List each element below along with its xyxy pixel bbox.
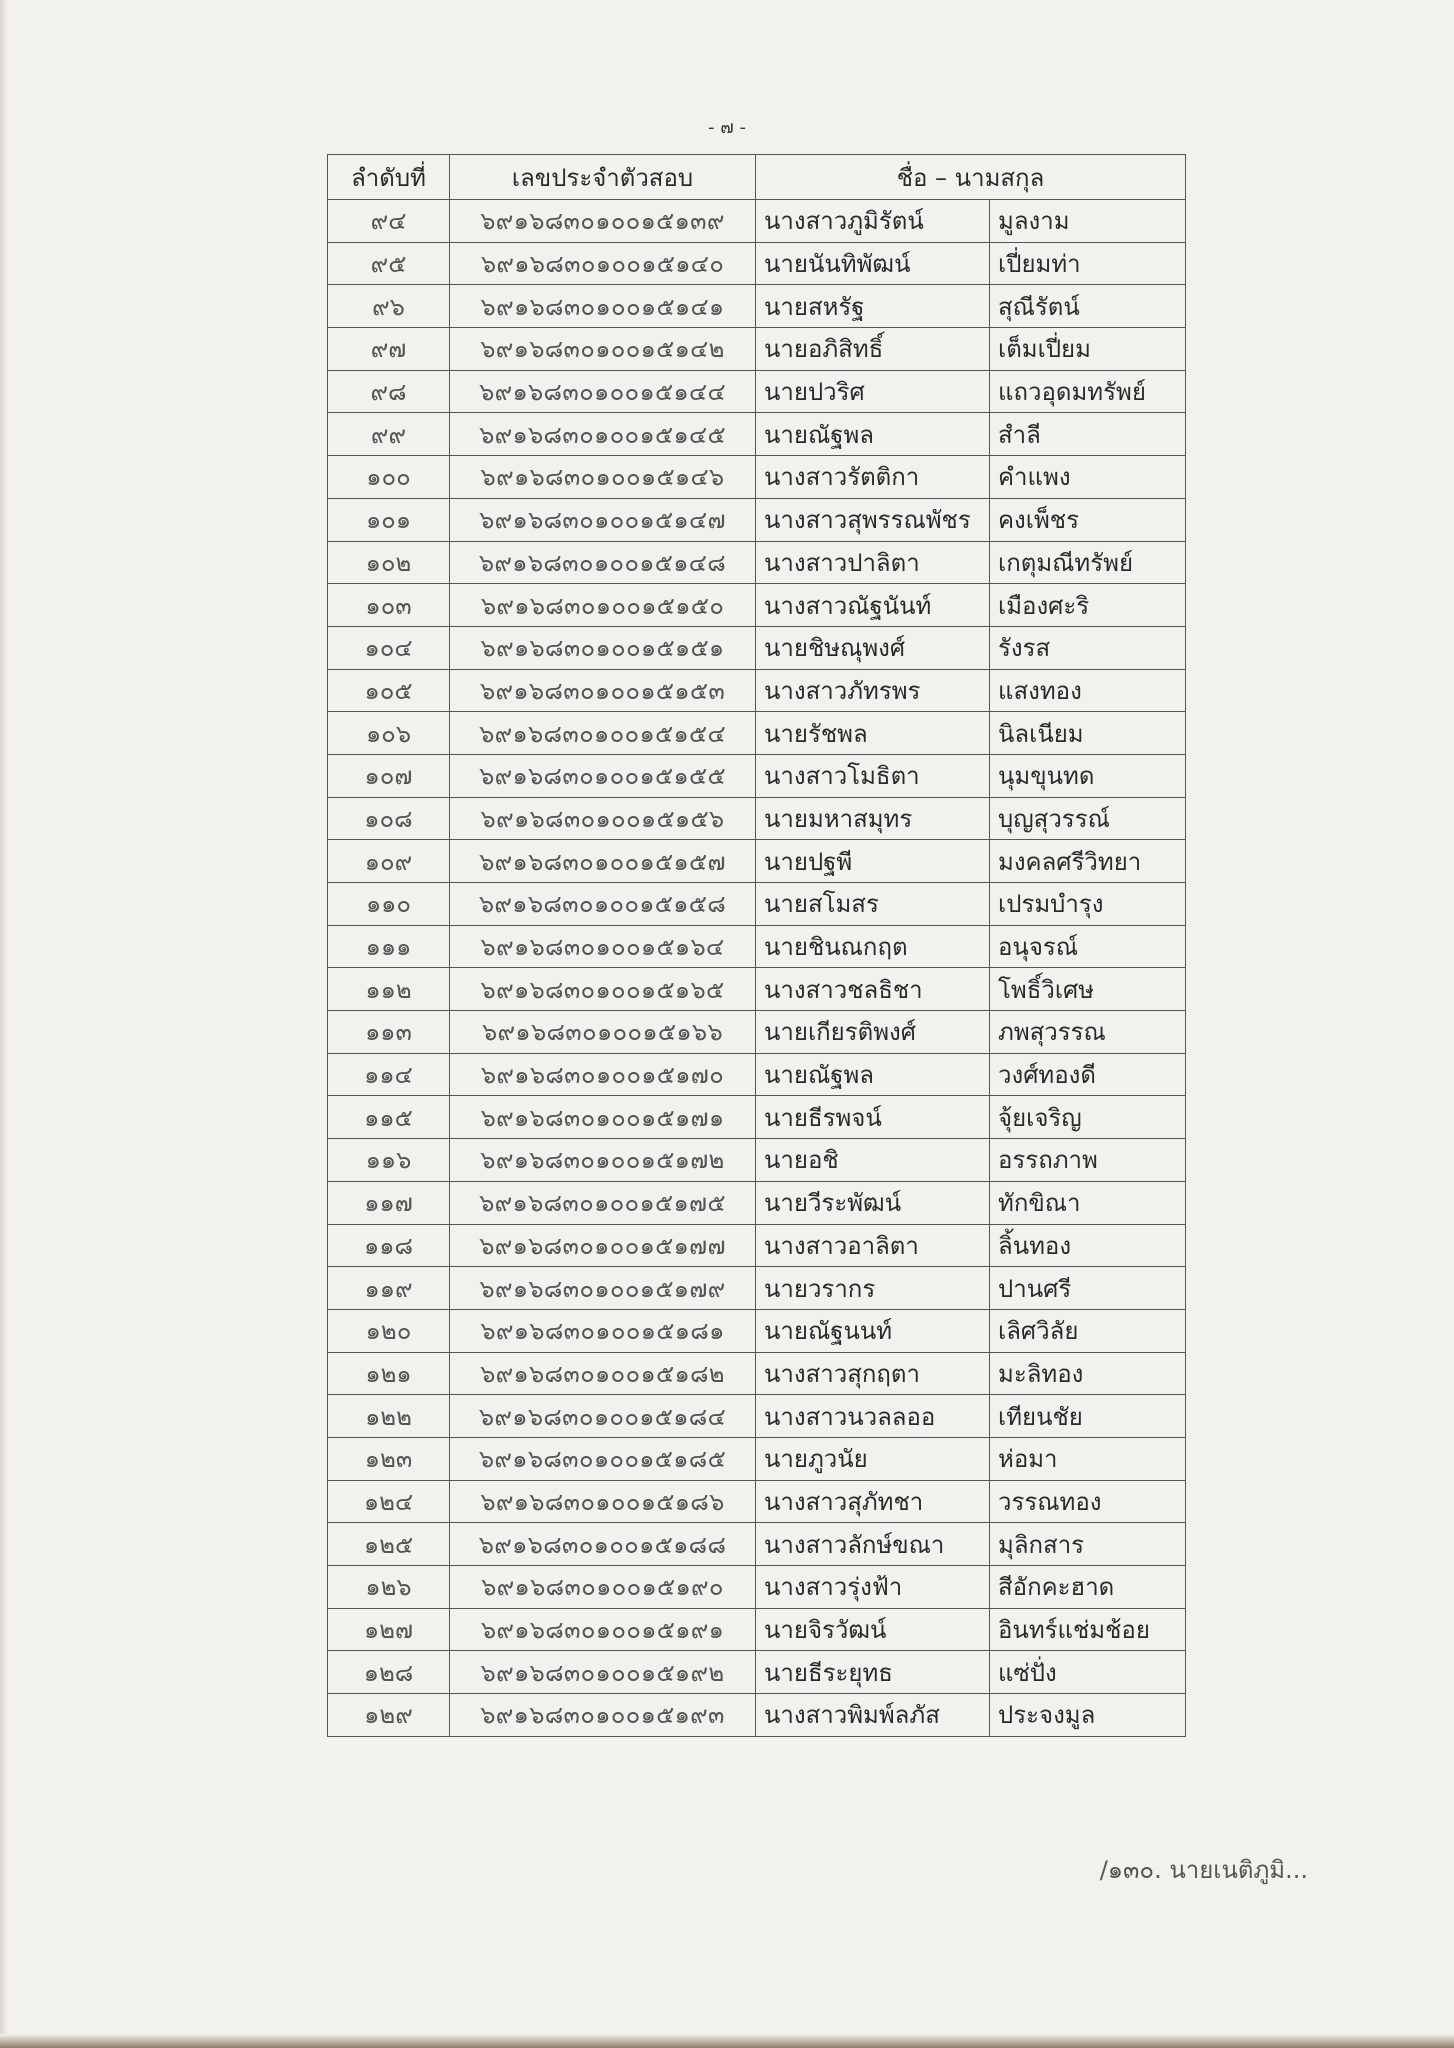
cell-first-name: นางสาวโมธิตา bbox=[756, 754, 990, 797]
cell-first-name: นางสาวสุพรรณพัชร bbox=[756, 498, 990, 541]
cell-exam-id: ๖๙๑๖๘๓๐๑๐๐๑๕๑๗๙ bbox=[450, 1267, 756, 1310]
cell-last-name: นุมขุนทด bbox=[990, 754, 1186, 797]
cell-exam-id: ๖๙๑๖๘๓๐๑๐๐๑๕๑๕๖ bbox=[450, 797, 756, 840]
cell-last-name: วงศ์ทองดี bbox=[990, 1053, 1186, 1096]
cell-seq: ๑๑๙ bbox=[328, 1267, 450, 1310]
cell-seq: ๑๑๒ bbox=[328, 968, 450, 1011]
cell-last-name: มูลงาม bbox=[990, 200, 1186, 243]
cell-first-name: นายวรากร bbox=[756, 1267, 990, 1310]
cell-first-name: นายภูวนัย bbox=[756, 1437, 990, 1480]
cell-last-name: วรรณทอง bbox=[990, 1480, 1186, 1523]
cell-exam-id: ๖๙๑๖๘๓๐๑๐๐๑๕๑๔๔ bbox=[450, 370, 756, 413]
cell-last-name: แถวอุดมทรัพย์ bbox=[990, 370, 1186, 413]
cell-last-name: มะลิทอง bbox=[990, 1352, 1186, 1395]
cell-seq: ๑๐๐ bbox=[328, 456, 450, 499]
cell-exam-id: ๖๙๑๖๘๓๐๑๐๐๑๕๑๙๑ bbox=[450, 1608, 756, 1651]
cell-first-name: นายมหาสมุทร bbox=[756, 797, 990, 840]
table-row bbox=[328, 1181, 1186, 1224]
table-row bbox=[328, 968, 1186, 1011]
cell-first-name: นายจิรวัฒน์ bbox=[756, 1608, 990, 1651]
cell-seq: ๑๐๗ bbox=[328, 754, 450, 797]
table-row bbox=[328, 712, 1186, 755]
cell-seq: ๙๔ bbox=[328, 200, 450, 243]
cell-seq: ๑๐๒ bbox=[328, 541, 450, 584]
cell-last-name: อินทร์แช่มช้อย bbox=[990, 1608, 1186, 1651]
table-row bbox=[328, 626, 1186, 669]
table-row bbox=[328, 925, 1186, 968]
table-row bbox=[328, 370, 1186, 413]
cell-first-name: นางสาวสุภัทชา bbox=[756, 1480, 990, 1523]
cell-first-name: นายนันทิพัฒน์ bbox=[756, 242, 990, 285]
cell-first-name: นายณัฐพล bbox=[756, 413, 990, 456]
cell-seq: ๙๕ bbox=[328, 242, 450, 285]
cell-exam-id: ๖๙๑๖๘๓๐๑๐๐๑๕๑๔๗ bbox=[450, 498, 756, 541]
cell-exam-id: ๖๙๑๖๘๓๐๑๐๐๑๕๑๘๘ bbox=[450, 1523, 756, 1566]
cell-last-name: นิลเนียม bbox=[990, 712, 1186, 755]
table-row bbox=[328, 754, 1186, 797]
cell-seq: ๑๒๕ bbox=[328, 1523, 450, 1566]
cell-last-name: จุ้ยเจริญ bbox=[990, 1096, 1186, 1139]
cell-last-name: สีอักคะฮาด bbox=[990, 1566, 1186, 1609]
cell-exam-id: ๖๙๑๖๘๓๐๑๐๐๑๕๑๗๗ bbox=[450, 1224, 756, 1267]
cell-first-name: นางสาวณัฐนันท์ bbox=[756, 584, 990, 627]
table-row bbox=[328, 285, 1186, 328]
cell-seq: ๙๘ bbox=[328, 370, 450, 413]
cell-first-name: นายอชิ bbox=[756, 1139, 990, 1182]
table-row bbox=[328, 1309, 1186, 1352]
cell-seq: ๑๑๘ bbox=[328, 1224, 450, 1267]
cell-last-name: ภพสุวรรณ bbox=[990, 1011, 1186, 1054]
cell-first-name: นายธีระยุทธ bbox=[756, 1651, 990, 1694]
cell-exam-id: ๖๙๑๖๘๓๐๑๐๐๑๕๑๕๘ bbox=[450, 883, 756, 926]
cell-seq: ๑๒๘ bbox=[328, 1651, 450, 1694]
cell-exam-id: ๖๙๑๖๘๓๐๑๐๐๑๕๑๘๑ bbox=[450, 1309, 756, 1352]
cell-seq: ๑๐๑ bbox=[328, 498, 450, 541]
cell-first-name: นายเกียรติพงศ์ bbox=[756, 1011, 990, 1054]
table-row bbox=[328, 456, 1186, 499]
table-row bbox=[328, 1011, 1186, 1054]
header-seq: ลำดับที่ bbox=[328, 155, 450, 200]
cell-seq: ๑๑๐ bbox=[328, 883, 450, 926]
table-row bbox=[328, 242, 1186, 285]
cell-last-name: แสงทอง bbox=[990, 669, 1186, 712]
page-edge-shadow bbox=[0, 0, 8, 2048]
cell-first-name: นายณัฐนนท์ bbox=[756, 1309, 990, 1352]
header-exam-id: เลขประจำตัวสอบ bbox=[450, 155, 756, 200]
cell-first-name: นางสาวลักษ์ขณา bbox=[756, 1523, 990, 1566]
cell-first-name: นายรัชพล bbox=[756, 712, 990, 755]
cell-seq: ๙๙ bbox=[328, 413, 450, 456]
cell-first-name: นางสาวนวลลออ bbox=[756, 1395, 990, 1438]
table-row bbox=[328, 328, 1186, 371]
cell-seq: ๑๒๒ bbox=[328, 1395, 450, 1438]
cell-seq: ๑๒๓ bbox=[328, 1437, 450, 1480]
cell-last-name: เลิศวิลัย bbox=[990, 1309, 1186, 1352]
cell-last-name: สุณีรัตน์ bbox=[990, 285, 1186, 328]
cell-seq: ๙๖ bbox=[328, 285, 450, 328]
cell-exam-id: ๖๙๑๖๘๓๐๑๐๐๑๕๑๔๐ bbox=[450, 242, 756, 285]
cell-exam-id: ๖๙๑๖๘๓๐๑๐๐๑๕๑๗๑ bbox=[450, 1096, 756, 1139]
cell-exam-id: ๖๙๑๖๘๓๐๑๐๐๑๕๑๙๐ bbox=[450, 1566, 756, 1609]
cell-exam-id: ๖๙๑๖๘๓๐๑๐๐๑๕๑๙๓ bbox=[450, 1694, 756, 1737]
cell-last-name: คงเพ็ชร bbox=[990, 498, 1186, 541]
cell-exam-id: ๖๙๑๖๘๓๐๑๐๐๑๕๑๔๖ bbox=[450, 456, 756, 499]
cell-last-name: มุลิกสาร bbox=[990, 1523, 1186, 1566]
cell-seq: ๑๑๕ bbox=[328, 1096, 450, 1139]
table-row bbox=[328, 669, 1186, 712]
candidate-table bbox=[327, 154, 1186, 1737]
cell-first-name: นายณัฐพล bbox=[756, 1053, 990, 1096]
table-row bbox=[328, 1437, 1186, 1480]
table-row bbox=[328, 584, 1186, 627]
cell-exam-id: ๖๙๑๖๘๓๐๑๐๐๑๕๑๙๒ bbox=[450, 1651, 756, 1694]
cell-seq: ๑๒๗ bbox=[328, 1608, 450, 1651]
cell-exam-id: ๖๙๑๖๘๓๐๑๐๐๑๕๑๕๕ bbox=[450, 754, 756, 797]
table-row bbox=[328, 1480, 1186, 1523]
cell-exam-id: ๖๙๑๖๘๓๐๑๐๐๑๕๑๘๕ bbox=[450, 1437, 756, 1480]
cell-seq: ๑๐๔ bbox=[328, 626, 450, 669]
cell-exam-id: ๖๙๑๖๘๓๐๑๐๐๑๕๑๓๙ bbox=[450, 200, 756, 243]
table-row bbox=[328, 1395, 1186, 1438]
cell-first-name: นายปวริศ bbox=[756, 370, 990, 413]
cell-last-name: เกตุมณีทรัพย์ bbox=[990, 541, 1186, 584]
cell-seq: ๑๒๖ bbox=[328, 1566, 450, 1609]
cell-seq: ๑๐๖ bbox=[328, 712, 450, 755]
cell-exam-id: ๖๙๑๖๘๓๐๑๐๐๑๕๑๗๒ bbox=[450, 1139, 756, 1182]
table-row bbox=[328, 1694, 1186, 1737]
cell-seq: ๑๐๕ bbox=[328, 669, 450, 712]
cell-first-name: นางสาวสุกฤตา bbox=[756, 1352, 990, 1395]
cell-last-name: เปี่ยมท่า bbox=[990, 242, 1186, 285]
cell-last-name: ประจงมูล bbox=[990, 1694, 1186, 1737]
cell-first-name: นางสาวชลธิชา bbox=[756, 968, 990, 1011]
cell-seq: ๑๑๗ bbox=[328, 1181, 450, 1224]
cell-first-name: นายสโมสร bbox=[756, 883, 990, 926]
table-row bbox=[328, 498, 1186, 541]
cell-first-name: นางสาวพิมพ์ลภัส bbox=[756, 1694, 990, 1737]
table-header-row bbox=[328, 155, 1186, 200]
cell-seq: ๑๒๙ bbox=[328, 1694, 450, 1737]
cell-seq: ๑๒๐ bbox=[328, 1309, 450, 1352]
table-row bbox=[328, 1566, 1186, 1609]
cell-first-name: นางสาวอาลิตา bbox=[756, 1224, 990, 1267]
table-row bbox=[328, 1053, 1186, 1096]
cell-exam-id: ๖๙๑๖๘๓๐๑๐๐๑๕๑๔๘ bbox=[450, 541, 756, 584]
cell-seq: ๑๐๓ bbox=[328, 584, 450, 627]
cell-first-name: นางสาวรุ่งฟ้า bbox=[756, 1566, 990, 1609]
table-row bbox=[328, 1224, 1186, 1267]
cell-exam-id: ๖๙๑๖๘๓๐๑๐๐๑๕๑๔๑ bbox=[450, 285, 756, 328]
cell-seq: ๙๗ bbox=[328, 328, 450, 371]
cell-seq: ๑๐๘ bbox=[328, 797, 450, 840]
cell-exam-id: ๖๙๑๖๘๓๐๑๐๐๑๕๑๕๑ bbox=[450, 626, 756, 669]
table-row bbox=[328, 200, 1186, 243]
table-row bbox=[328, 840, 1186, 883]
header-name: ชื่อ – นามสกุล bbox=[756, 155, 1186, 200]
table-row bbox=[328, 1651, 1186, 1694]
cell-first-name: นายสหรัฐ bbox=[756, 285, 990, 328]
table-row bbox=[328, 1139, 1186, 1182]
cell-exam-id: ๖๙๑๖๘๓๐๑๐๐๑๕๑๘๖ bbox=[450, 1480, 756, 1523]
cell-exam-id: ๖๙๑๖๘๓๐๑๐๐๑๕๑๕๓ bbox=[450, 669, 756, 712]
table-row bbox=[328, 1096, 1186, 1139]
cell-last-name: ลิ้นทอง bbox=[990, 1224, 1186, 1267]
cell-last-name: แซ่ปั่ง bbox=[990, 1651, 1186, 1694]
cell-first-name: นายวีระพัฒน์ bbox=[756, 1181, 990, 1224]
cell-first-name: นางสาวภูมิรัตน์ bbox=[756, 200, 990, 243]
table-row bbox=[328, 1352, 1186, 1395]
cell-first-name: นางสาวรัตติกา bbox=[756, 456, 990, 499]
cell-exam-id: ๖๙๑๖๘๓๐๑๐๐๑๕๑๕๗ bbox=[450, 840, 756, 883]
cell-first-name: นายปฐพี bbox=[756, 840, 990, 883]
cell-exam-id: ๖๙๑๖๘๓๐๑๐๐๑๕๑๘๒ bbox=[450, 1352, 756, 1395]
page-number: - ๗ - bbox=[708, 117, 746, 138]
cell-seq: ๑๒๑ bbox=[328, 1352, 450, 1395]
cell-first-name: นายอภิสิทธิ์ bbox=[756, 328, 990, 371]
cell-first-name: นางสาวปาลิตา bbox=[756, 541, 990, 584]
cell-seq: ๑๑๔ bbox=[328, 1053, 450, 1096]
cell-first-name: นายชินณกฤต bbox=[756, 925, 990, 968]
cell-last-name: คำแพง bbox=[990, 456, 1186, 499]
cell-last-name: โพธิ์วิเศษ bbox=[990, 968, 1186, 1011]
table-row bbox=[328, 1267, 1186, 1310]
cell-last-name: เต็มเปี่ยม bbox=[990, 328, 1186, 371]
cell-exam-id: ๖๙๑๖๘๓๐๑๐๐๑๕๑๖๖ bbox=[450, 1011, 756, 1054]
cell-last-name: เปรมบำรุง bbox=[990, 883, 1186, 926]
cell-first-name: นายชิษณุพงศ์ bbox=[756, 626, 990, 669]
cell-last-name: เทียนชัย bbox=[990, 1395, 1186, 1438]
cell-exam-id: ๖๙๑๖๘๓๐๑๐๐๑๕๑๕๔ bbox=[450, 712, 756, 755]
cell-last-name: บุญสุวรรณ์ bbox=[990, 797, 1186, 840]
cell-last-name: อนุจรณ์ bbox=[990, 925, 1186, 968]
table-row bbox=[328, 413, 1186, 456]
cell-last-name: เมืองศะริ bbox=[990, 584, 1186, 627]
cell-exam-id: ๖๙๑๖๘๓๐๑๐๐๑๕๑๖๔ bbox=[450, 925, 756, 968]
cell-seq: ๑๑๑ bbox=[328, 925, 450, 968]
cell-last-name: มงคลศรีวิทยา bbox=[990, 840, 1186, 883]
table-row bbox=[328, 1608, 1186, 1651]
cell-seq: ๑๑๖ bbox=[328, 1139, 450, 1182]
cell-exam-id: ๖๙๑๖๘๓๐๑๐๐๑๕๑๖๕ bbox=[450, 968, 756, 1011]
table-row bbox=[328, 883, 1186, 926]
cell-first-name: นางสาวภัทรพร bbox=[756, 669, 990, 712]
cell-last-name: อรรถภาพ bbox=[990, 1139, 1186, 1182]
cell-exam-id: ๖๙๑๖๘๓๐๑๐๐๑๕๑๘๔ bbox=[450, 1395, 756, 1438]
cell-last-name: สำลี bbox=[990, 413, 1186, 456]
cell-exam-id: ๖๙๑๖๘๓๐๑๐๐๑๕๑๔๕ bbox=[450, 413, 756, 456]
table-body bbox=[328, 200, 1186, 1737]
continuation-note: /๑๓๐. นายเนติภูมิ... bbox=[1099, 1856, 1308, 1884]
cell-first-name: นายธีรพจน์ bbox=[756, 1096, 990, 1139]
cell-last-name: ปานศรี bbox=[990, 1267, 1186, 1310]
cell-last-name: ทักขิณา bbox=[990, 1181, 1186, 1224]
cell-exam-id: ๖๙๑๖๘๓๐๑๐๐๑๕๑๕๐ bbox=[450, 584, 756, 627]
cell-exam-id: ๖๙๑๖๘๓๐๑๐๐๑๕๑๗๕ bbox=[450, 1181, 756, 1224]
cell-seq: ๑๐๙ bbox=[328, 840, 450, 883]
table-row bbox=[328, 1523, 1186, 1566]
table-row bbox=[328, 797, 1186, 840]
cell-last-name: รังรส bbox=[990, 626, 1186, 669]
cell-exam-id: ๖๙๑๖๘๓๐๑๐๐๑๕๑๗๐ bbox=[450, 1053, 756, 1096]
table-row bbox=[328, 541, 1186, 584]
page-bottom-edge bbox=[0, 2034, 1454, 2048]
cell-seq: ๑๑๓ bbox=[328, 1011, 450, 1054]
cell-seq: ๑๒๔ bbox=[328, 1480, 450, 1523]
cell-last-name: ห่อมา bbox=[990, 1437, 1186, 1480]
cell-exam-id: ๖๙๑๖๘๓๐๑๐๐๑๕๑๔๒ bbox=[450, 328, 756, 371]
